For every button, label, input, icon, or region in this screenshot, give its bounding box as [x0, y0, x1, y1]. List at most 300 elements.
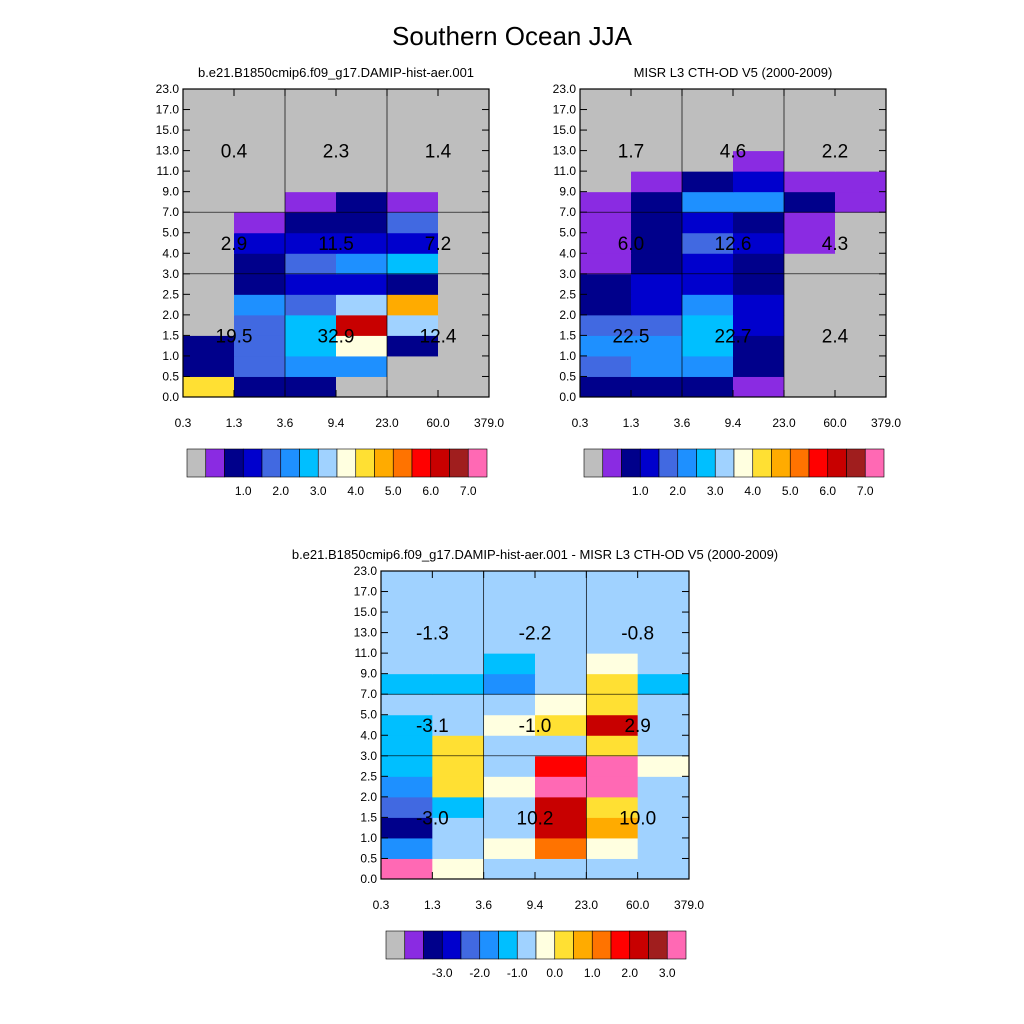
heatmap-cell — [586, 653, 638, 674]
heatmap-cell — [387, 171, 439, 192]
cell-value-label: 4.3 — [821, 234, 849, 255]
heatmap-cell — [183, 294, 235, 315]
x-tick-label: 3.6 — [673, 416, 691, 430]
heatmap-cell — [234, 356, 286, 377]
panel-difference — [292, 547, 778, 912]
colorbar-difference — [386, 931, 686, 980]
heatmap-cell — [835, 89, 887, 110]
heatmap-cell — [835, 294, 887, 315]
colorbar-swatch — [225, 449, 244, 477]
heatmap-cell — [432, 694, 484, 715]
heatmap-cell — [784, 253, 836, 274]
colorbar-swatch — [431, 449, 450, 477]
colorbar-swatch — [424, 931, 443, 959]
colorbar-swatch — [393, 449, 412, 477]
heatmap-cell — [586, 592, 638, 613]
colorbar-swatch — [649, 931, 668, 959]
x-tick-label: 23.0 — [772, 416, 796, 430]
heatmap-cell — [387, 89, 439, 110]
heatmap-cell — [285, 110, 337, 131]
colorbar-swatch — [517, 931, 536, 959]
figure-title: Southern Ocean JJA — [392, 21, 632, 51]
colorbar-label: -2.0 — [469, 966, 491, 980]
y-tick-label: 2.5 — [360, 769, 377, 784]
colorbar-swatch — [337, 449, 356, 477]
y-tick-label: 0.0 — [360, 872, 377, 886]
heatmap-cell — [682, 212, 734, 233]
heatmap-cell — [535, 756, 587, 777]
x-tick-label: 60.0 — [823, 416, 847, 430]
y-tick-label: 9.0 — [559, 184, 576, 199]
heatmap-cell — [484, 674, 536, 695]
heatmap-cell — [432, 592, 484, 613]
heatmap-cell — [234, 294, 286, 315]
heatmap-cell — [183, 376, 235, 397]
heatmap-cell — [580, 376, 632, 397]
heatmap-cell — [580, 212, 632, 233]
heatmap-cell — [381, 674, 433, 695]
colorbar-swatch — [450, 449, 469, 477]
heatmap-cell — [631, 356, 683, 377]
x-tick-label: 379.0 — [673, 898, 705, 912]
cell-value-label: 1.4 — [424, 141, 452, 163]
x-tick-label: 9.4 — [526, 898, 544, 912]
y-tick-label: 11.0 — [553, 164, 576, 179]
heatmap-cell — [387, 110, 439, 131]
x-tick-label: 3.6 — [475, 898, 493, 912]
heatmap-cell — [835, 376, 887, 397]
colorbar-swatch — [659, 449, 678, 477]
colorbar-swatch — [461, 931, 480, 959]
heatmap-cell — [183, 171, 235, 192]
heatmap-cell — [285, 376, 337, 397]
x-tick-label: 23.0 — [574, 898, 599, 912]
heatmap-cell — [387, 192, 439, 213]
y-tick-label: 11.0 — [354, 646, 377, 661]
heatmap-cell — [484, 694, 536, 715]
heatmap-cell — [432, 756, 484, 777]
cell-value-label: 2.4 — [821, 326, 849, 348]
colorbar-swatch — [405, 931, 424, 959]
colorbar-swatch — [318, 449, 337, 477]
heatmap-cell — [835, 110, 887, 131]
heatmap-cell — [336, 253, 388, 274]
colorbar-label: 6.0 — [819, 484, 837, 498]
heatmap-cell — [586, 756, 638, 777]
heatmap-cell — [484, 756, 536, 777]
colorbar-swatch — [300, 449, 319, 477]
heatmap-cell — [381, 694, 433, 715]
cell-value-label: -3.0 — [415, 808, 449, 830]
heatmap-cell — [387, 212, 439, 233]
colorbar-swatch — [678, 449, 697, 477]
x-tick-label: 0.3 — [174, 416, 192, 430]
colorbar-label: 6.0 — [422, 484, 440, 498]
heatmap-cell — [631, 171, 683, 192]
y-tick-label: 3.0 — [162, 266, 179, 281]
heatmap-cell — [580, 356, 632, 377]
heatmap-cell — [586, 858, 638, 879]
colorbar-swatch — [697, 449, 716, 477]
heatmap-cell — [381, 592, 433, 613]
y-tick-label: 2.5 — [559, 287, 576, 302]
colorbar-swatch — [865, 449, 884, 477]
colorbar-swatch — [499, 931, 518, 959]
heatmap-cell — [432, 674, 484, 695]
colorbar-label: 1.0 — [234, 484, 252, 498]
heatmap-cell — [484, 571, 536, 592]
heatmap-cell — [638, 735, 690, 756]
colorbar-swatch — [555, 931, 574, 959]
y-tick-label: 0.5 — [559, 369, 576, 384]
heatmap-cell — [682, 89, 734, 110]
colorbar-swatch — [828, 449, 847, 477]
colorbar-swatch — [592, 931, 611, 959]
heatmap-cell — [580, 274, 632, 295]
heatmap-cell — [638, 571, 690, 592]
panel-misr — [553, 65, 902, 430]
heatmap-cell — [381, 776, 433, 797]
heatmap-cell — [638, 756, 690, 777]
heatmap-cell — [438, 253, 490, 274]
heatmap-cell — [381, 735, 433, 756]
heatmap-cell — [638, 838, 690, 859]
colorbar-label: 3.0 — [658, 966, 676, 980]
heatmap-cell — [835, 192, 887, 213]
colorbar-swatch — [734, 449, 753, 477]
cell-value-label: 6.0 — [617, 234, 645, 255]
heatmap-cell — [387, 253, 439, 274]
heatmap-cell — [183, 356, 235, 377]
y-tick-label: 1.5 — [162, 328, 179, 343]
colorbar-label: 7.0 — [856, 484, 874, 498]
y-tick-label: 23.0 — [155, 82, 179, 96]
heatmap-cell — [535, 592, 587, 613]
cell-value-label: 2.3 — [322, 141, 350, 163]
y-tick-label: 7.0 — [559, 205, 576, 220]
heatmap-cell — [682, 253, 734, 274]
y-tick-label: 15.0 — [353, 605, 377, 620]
x-tick-label: 1.3 — [622, 416, 640, 430]
heatmap-cell — [438, 274, 490, 295]
x-tick-label: 0.3 — [571, 416, 589, 430]
heatmap-cell — [733, 274, 785, 295]
heatmap-cell — [580, 171, 632, 192]
heatmap-cell — [432, 776, 484, 797]
colorbar-swatch — [772, 449, 791, 477]
cell-value-label: 22.7 — [714, 326, 752, 348]
y-tick-label: 17.0 — [353, 584, 377, 599]
heatmap-cell — [733, 89, 785, 110]
heatmap-cell — [438, 192, 490, 213]
heatmap-cell — [438, 110, 490, 131]
heatmap-cell — [784, 192, 836, 213]
heatmap-cell — [638, 776, 690, 797]
heatmap-cell — [682, 294, 734, 315]
heatmap-cell — [535, 674, 587, 695]
x-tick-label: 0.3 — [372, 898, 390, 912]
heatmap-cell — [336, 294, 388, 315]
heatmap-cell — [234, 274, 286, 295]
heatmap-cell — [484, 735, 536, 756]
heatmap-cell — [733, 192, 785, 213]
heatmap-cell — [535, 735, 587, 756]
colorbar-swatch — [603, 449, 622, 477]
cell-value-label: -3.1 — [415, 716, 449, 737]
cell-value-label: -1.0 — [518, 716, 552, 737]
x-tick-label: 23.0 — [375, 416, 399, 430]
colorbar-swatch — [630, 931, 649, 959]
heatmap-cell — [381, 756, 433, 777]
heatmap-cell — [183, 274, 235, 295]
colorbar-misr — [584, 449, 884, 498]
heatmap-cell — [586, 776, 638, 797]
colorbar-swatch — [281, 449, 300, 477]
colorbar-label: 4.0 — [347, 484, 365, 498]
y-tick-label: 1.0 — [162, 348, 179, 363]
heatmap-cell — [733, 356, 785, 377]
heatmap-cell — [234, 89, 286, 110]
heatmap-cell — [183, 110, 235, 131]
heatmap-cell — [387, 274, 439, 295]
x-tick-label: 9.4 — [327, 416, 345, 430]
colorbar-swatch — [790, 449, 809, 477]
colorbar-swatch — [468, 449, 487, 477]
heatmap-cell — [784, 376, 836, 397]
heatmap-cell — [682, 171, 734, 192]
heatmap-cell — [484, 858, 536, 879]
heatmap-cell — [631, 294, 683, 315]
heatmap-cell — [682, 376, 734, 397]
heatmap-cell — [336, 110, 388, 131]
heatmap-cell — [438, 171, 490, 192]
x-tick-label: 60.0 — [426, 416, 450, 430]
heatmap-cell — [336, 376, 388, 397]
colorbar-label: 2.0 — [669, 484, 687, 498]
y-tick-label: 1.5 — [360, 810, 377, 825]
heatmap-cell — [835, 356, 887, 377]
cell-value-label: 0.4 — [220, 141, 248, 163]
heatmap-cell — [631, 110, 683, 131]
heatmap-cell — [638, 694, 690, 715]
heatmap-cell — [586, 735, 638, 756]
heatmap-cell — [432, 858, 484, 879]
heatmap-cell — [285, 274, 337, 295]
y-tick-label: 2.0 — [559, 307, 576, 322]
colorbar-swatch — [243, 449, 262, 477]
cell-value-label: 2.2 — [821, 141, 849, 163]
colorbar-swatch — [442, 931, 461, 959]
heatmap-cell — [381, 571, 433, 592]
heatmap-cell — [484, 592, 536, 613]
y-tick-label: 9.0 — [360, 666, 377, 681]
heatmap-cell — [535, 838, 587, 859]
heatmap-cell — [336, 356, 388, 377]
heatmap-cell — [733, 294, 785, 315]
heatmap-cell — [234, 192, 286, 213]
colorbar-label: 0.0 — [546, 966, 564, 980]
y-tick-label: 13.0 — [155, 143, 179, 158]
panel-title: b.e21.B1850cmip6.f09_g17.DAMIP-hist-aer.001 - MISR L3 CTH-OD V5 (2000-2009) — [291, 547, 779, 562]
cell-value-label: -0.8 — [621, 623, 655, 645]
y-tick-label: 7.0 — [162, 205, 179, 220]
heatmap-cell — [285, 192, 337, 213]
heatmap-cell — [835, 212, 887, 233]
colorbar-swatch — [262, 449, 281, 477]
cell-value-label: 2.9 — [220, 234, 248, 255]
y-tick-label: 11.0 — [156, 164, 179, 179]
y-tick-label: 3.0 — [559, 266, 576, 281]
colorbar-swatch — [809, 449, 828, 477]
colorbar-label: 2.0 — [272, 484, 290, 498]
heatmap-cell — [183, 253, 235, 274]
heatmap-cell — [638, 592, 690, 613]
heatmap-cell — [784, 171, 836, 192]
y-tick-label: 4.0 — [559, 246, 576, 261]
colorbar-swatch — [480, 931, 499, 959]
heatmap-cell — [234, 171, 286, 192]
heatmap-cell — [234, 376, 286, 397]
colorbar-swatch — [536, 931, 555, 959]
y-tick-label: 7.0 — [360, 687, 377, 702]
y-tick-label: 2.0 — [162, 307, 179, 322]
colorbar-swatch — [667, 931, 686, 959]
heatmap-cell — [682, 110, 734, 131]
heatmap-cell — [285, 89, 337, 110]
heatmap-cell — [183, 212, 235, 233]
heatmap-cell — [285, 171, 337, 192]
heatmap-cell — [432, 653, 484, 674]
heatmap-cell — [387, 376, 439, 397]
heatmap-cell — [784, 356, 836, 377]
colorbar-swatch — [187, 449, 206, 477]
heatmap-cell — [631, 253, 683, 274]
heatmap-cell — [285, 253, 337, 274]
heatmap-cell — [285, 356, 337, 377]
heatmap-cell — [638, 858, 690, 879]
heatmap-cell — [432, 735, 484, 756]
y-tick-label: 15.0 — [552, 123, 576, 138]
x-tick-label: 1.3 — [423, 898, 441, 912]
colorbar-swatch — [412, 449, 431, 477]
heatmap-cell — [484, 838, 536, 859]
heatmap-cell — [438, 89, 490, 110]
heatmap-cell — [580, 294, 632, 315]
cell-value-label: 12.4 — [419, 326, 457, 348]
heatmap-cell — [835, 253, 887, 274]
colorbar-label: 5.0 — [384, 484, 402, 498]
cell-value-label: 7.2 — [424, 234, 452, 255]
colorbar-swatch — [611, 931, 630, 959]
x-tick-label: 379.0 — [473, 416, 505, 430]
colorbar-label: 5.0 — [781, 484, 799, 498]
y-tick-label: 5.0 — [162, 225, 179, 240]
heatmap-cell — [438, 212, 490, 233]
cell-value-label: 11.5 — [318, 234, 354, 255]
y-tick-label: 5.0 — [559, 225, 576, 240]
heatmap-cell — [285, 212, 337, 233]
y-tick-label: 17.0 — [155, 102, 179, 117]
heatmap-cell — [586, 674, 638, 695]
colorbar-swatch — [622, 449, 641, 477]
colorbar-label: -3.0 — [431, 966, 453, 980]
colorbar-swatch — [753, 449, 772, 477]
heatmap-cell — [381, 858, 433, 879]
heatmap-cell — [432, 571, 484, 592]
colorbar-label: -1.0 — [506, 966, 528, 980]
heatmap-cell — [381, 653, 433, 674]
heatmap-cell — [631, 89, 683, 110]
heatmap-cell — [638, 674, 690, 695]
heatmap-cell — [535, 694, 587, 715]
heatmap-cell — [631, 376, 683, 397]
heatmap-cell — [535, 858, 587, 879]
heatmap-cell — [336, 212, 388, 233]
y-tick-label: 1.0 — [559, 348, 576, 363]
colorbar-swatch — [584, 449, 603, 477]
colorbar-swatch — [375, 449, 394, 477]
cell-value-label: 10.2 — [516, 808, 554, 830]
heatmap-cell — [336, 171, 388, 192]
y-tick-label: 5.0 — [360, 707, 377, 722]
y-tick-label: 2.5 — [162, 287, 179, 302]
y-tick-label: 4.0 — [162, 246, 179, 261]
y-tick-label: 0.5 — [360, 851, 377, 866]
cell-value-label: -2.2 — [518, 623, 552, 645]
heatmap-cell — [285, 294, 337, 315]
heatmap-cell — [733, 110, 785, 131]
cell-value-label: 12.6 — [714, 234, 752, 255]
heatmap-cell — [631, 212, 683, 233]
heatmap-cell — [381, 838, 433, 859]
heatmap-cell — [580, 192, 632, 213]
colorbar-swatch — [640, 449, 659, 477]
y-tick-label: 4.0 — [360, 728, 377, 743]
colorbar-swatch — [386, 931, 405, 959]
heatmap-cell — [733, 171, 785, 192]
colorbar-swatch — [847, 449, 866, 477]
y-tick-label: 23.0 — [353, 564, 377, 578]
heatmap-cell — [234, 253, 286, 274]
y-tick-label: 15.0 — [155, 123, 179, 138]
heatmap-cell — [336, 192, 388, 213]
x-tick-label: 3.6 — [276, 416, 294, 430]
colorbar-swatch — [715, 449, 734, 477]
heatmap-cell — [784, 212, 836, 233]
heatmap-cell — [784, 110, 836, 131]
y-tick-label: 2.0 — [360, 789, 377, 804]
colorbar-swatch — [356, 449, 375, 477]
heatmap-cell — [638, 653, 690, 674]
y-tick-label: 1.0 — [360, 830, 377, 845]
heatmap-cell — [733, 376, 785, 397]
colorbar-label: 2.0 — [621, 966, 639, 980]
heatmap-cell — [586, 571, 638, 592]
cell-value-label: 4.6 — [719, 141, 747, 163]
colorbar-swatch — [206, 449, 225, 477]
heatmap-cell — [682, 356, 734, 377]
heatmap-cell — [580, 253, 632, 274]
y-tick-label: 23.0 — [552, 82, 576, 96]
cell-value-label: -1.3 — [415, 623, 449, 645]
y-tick-label: 1.5 — [559, 328, 576, 343]
heatmap-cell — [438, 294, 490, 315]
panel-title: b.e21.B1850cmip6.f09_g17.DAMIP-hist-aer.001 — [197, 65, 475, 80]
colorbar-label: 1.0 — [583, 966, 601, 980]
heatmap-cell — [387, 356, 439, 377]
heatmap-cell — [733, 212, 785, 233]
y-tick-label: 13.0 — [353, 625, 377, 640]
